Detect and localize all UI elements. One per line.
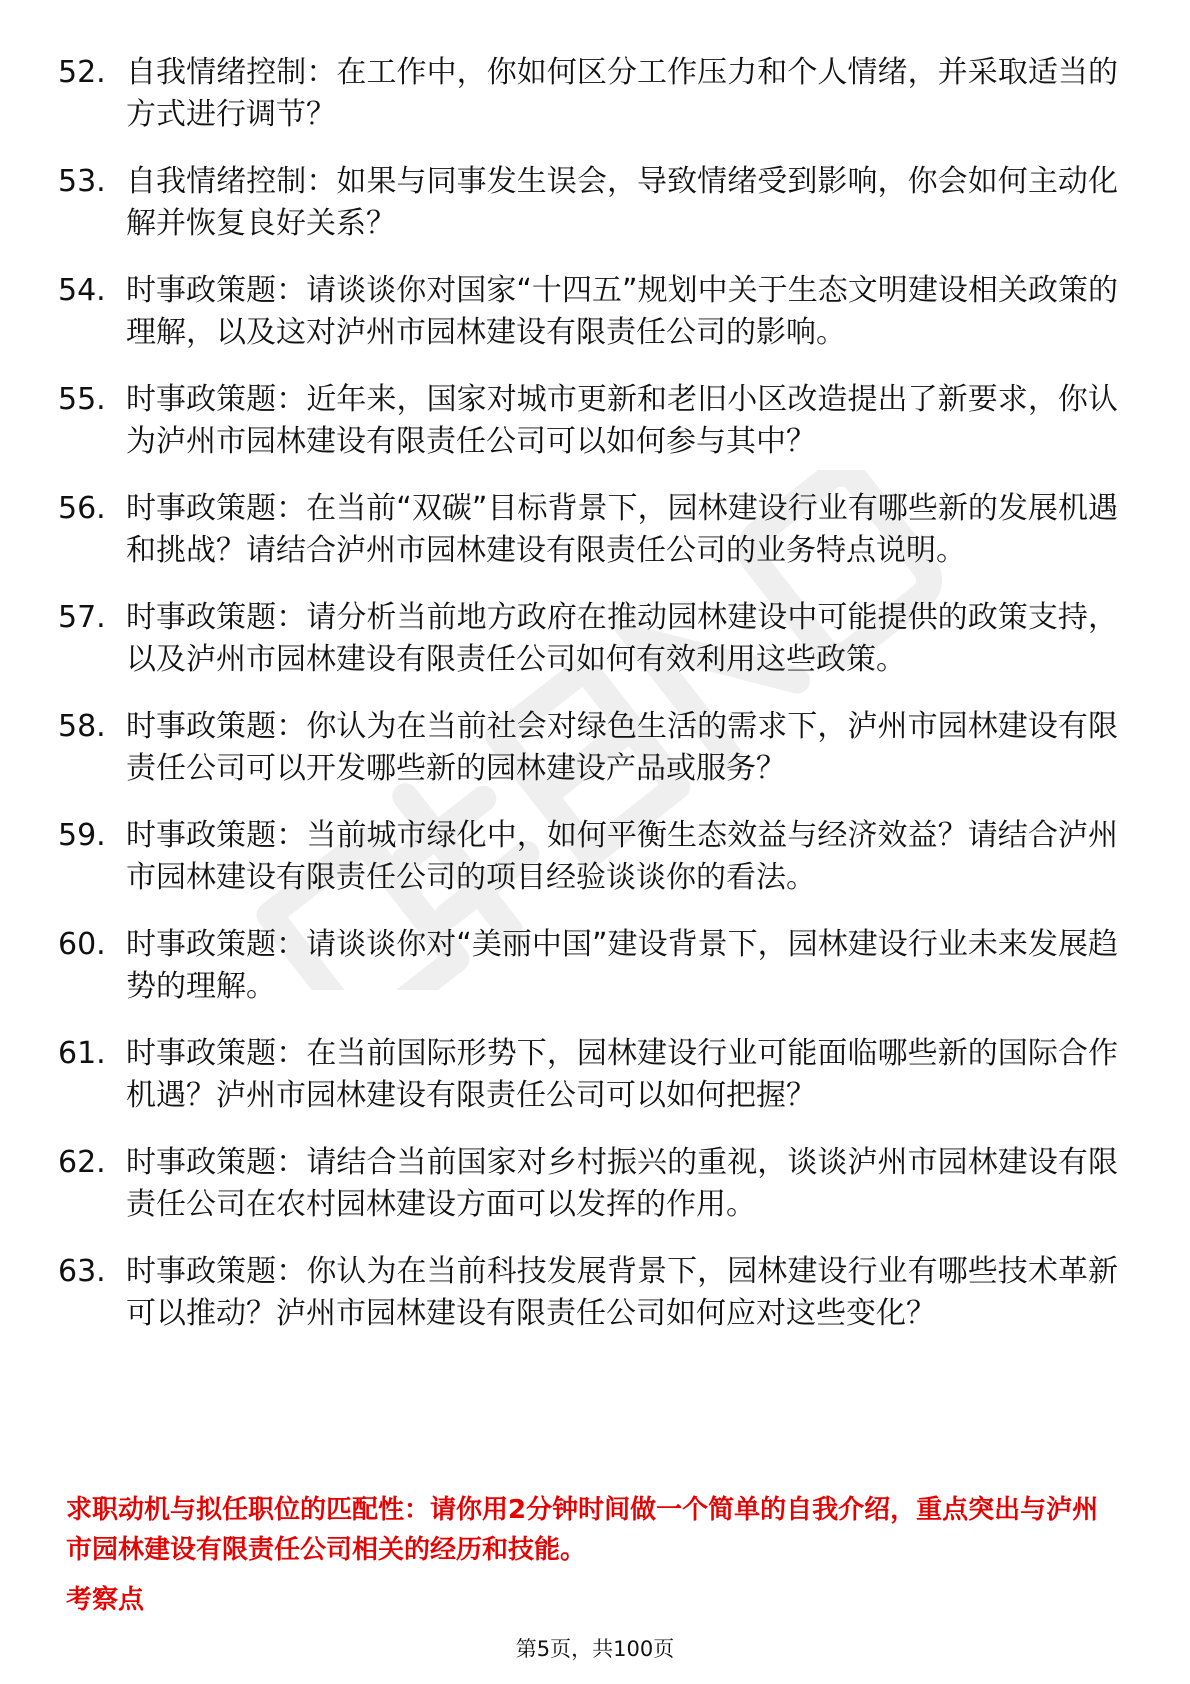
question-number: 60.	[58, 927, 106, 962]
question-number: 59.	[58, 818, 106, 853]
list-item	[58, 379, 1118, 463]
question-number: 58.	[58, 709, 106, 744]
page-footer: 第5页，共100页	[515, 1637, 675, 1661]
list-item	[58, 815, 1118, 899]
question-text: 时事政策题：请分析当前地方政府在推动园林建设中可能提供的政策支持，以及泸州市园林建设有限责任公司如何有效利用这些政策。	[126, 600, 1118, 677]
list-item	[58, 270, 1118, 354]
section-heading: 考察点	[66, 1585, 145, 1615]
list-item	[58, 488, 1118, 572]
question-number: 53.	[58, 164, 106, 199]
question-number: 56.	[58, 491, 106, 526]
question-text: 时事政策题：你认为在当前科技发展背景下，园林建设行业有哪些技术革新可以推动？泸州市园林建设有限责任公司如何应对这些变化？	[126, 1254, 1118, 1331]
question-text: 时事政策题：请谈谈你对“美丽中国”建设背景下，园林建设行业未来发展趋势的理解。	[126, 927, 1118, 1004]
question-text: 时事政策题：近年来，国家对城市更新和老旧小区改造提出了新要求，你认为泸州市园林建设有限责任公司可以如何参与其中？	[126, 382, 1118, 459]
question-text: 时事政策题：请谈谈你对国家“十四五”规划中关于生态文明建设相关政策的理解，以及这对泸州市园林建设有限责任公司的影响。	[126, 273, 1118, 350]
question-text: 时事政策题：当前城市绿化中，如何平衡生态效益与经济效益？请结合泸州市园林建设有限责任公司的项目经验谈谈你的看法。	[126, 818, 1118, 895]
question-text: 时事政策题：请结合当前国家对乡村振兴的重视，谈谈泸州市园林建设有限责任公司在农村园林建设方面可以发挥的作用。	[126, 1145, 1118, 1222]
list-item	[58, 1251, 1118, 1335]
list-item	[58, 52, 1118, 136]
question-text: 时事政策题：你认为在当前社会对绿色生活的需求下，泸州市园林建设有限责任公司可以开发哪些新的园林建设产品或服务？	[126, 709, 1118, 786]
question-number: 61.	[58, 1036, 106, 1071]
question-text: 自我情绪控制：如果与同事发生误会，导致情绪受到影响，你会如何主动化解并恢复良好关系？	[126, 164, 1118, 241]
question-text: 时事政策题：在当前国际形势下，园林建设行业可能面临哪些新的国际合作机遇？泸州市园林建设有限责任公司可以如何把握？	[126, 1036, 1118, 1113]
question-number: 55.	[58, 382, 106, 417]
list-item	[58, 1033, 1118, 1117]
question-text: 时事政策题：在当前“双碳”目标背景下，园林建设行业有哪些新的发展机遇和挑战？请结合泸州市园林建设有限责任公司的业务特点说明。	[126, 491, 1118, 568]
list-item	[58, 597, 1118, 681]
list-item	[58, 924, 1118, 1008]
question-number: 57.	[58, 600, 106, 635]
list-item	[58, 706, 1118, 790]
list-item	[58, 1142, 1118, 1226]
question-number: 63.	[58, 1254, 106, 1289]
question-number: 54.	[58, 273, 106, 308]
question-list	[58, 52, 1118, 1360]
question-text: 自我情绪控制：在工作中，你如何区分工作压力和个人情绪，并采取适当的方式进行调节？	[126, 55, 1118, 132]
list-item	[58, 161, 1118, 245]
question-number: 62.	[58, 1145, 106, 1180]
highlighted-question: 求职动机与拟任职位的匹配性：请你用2分钟时间做一个简单的自我介绍，重点突出与泸州市园林建设有限责任公司相关的经历和技能。	[66, 1495, 1099, 1565]
question-number: 52.	[58, 55, 106, 90]
